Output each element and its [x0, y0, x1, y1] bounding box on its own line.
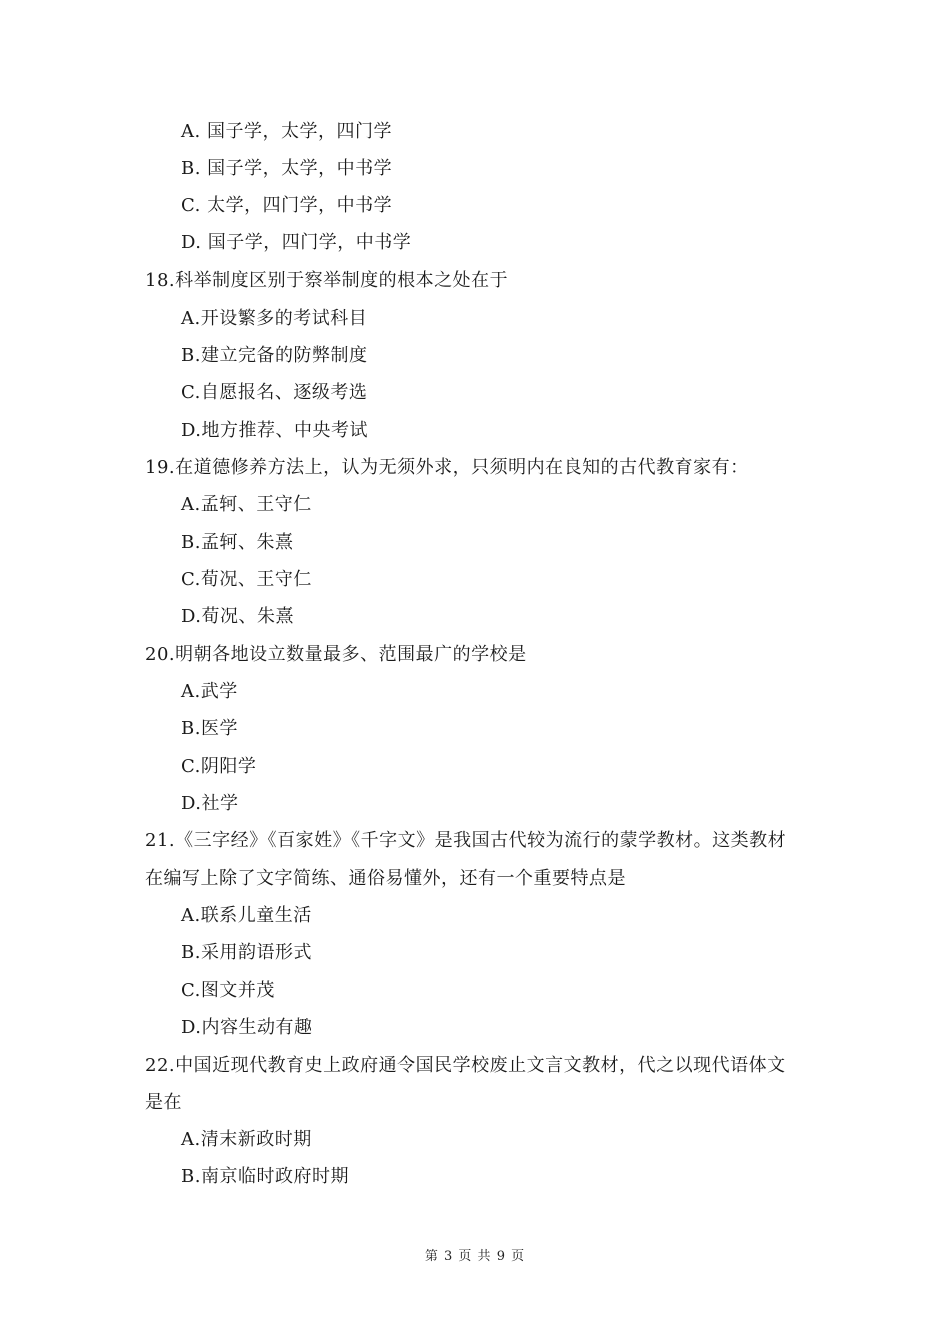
option-line: B.采用韵语形式: [181, 942, 312, 963]
option-line: A.孟轲、王守仁: [181, 494, 312, 515]
option-line: A.联系儿童生活: [181, 905, 312, 926]
option-line: D.荀况、朱熹: [181, 606, 295, 627]
option-line: C.图文并茂: [181, 980, 275, 1001]
option-line: B.医学: [181, 718, 238, 739]
option-line: D. 国子学，四门学，中书学: [181, 232, 412, 253]
question-stem: 19.在道德修养方法上，认为无须外求，只须明内在良知的古代教育家有：: [145, 457, 749, 478]
option-line: C.荀况、王守仁: [181, 569, 312, 590]
option-line: A.清末新政时期: [181, 1129, 312, 1150]
option-line: C. 太学，四门学，中书学: [181, 195, 393, 216]
option-line: D.社学: [181, 793, 239, 814]
question-stem: 18.科举制度区别于察举制度的根本之处在于: [145, 270, 509, 291]
option-line: C.自愿报名、逐级考选: [181, 382, 368, 403]
question-stem-continued: 在编写上除了文字简练、通俗易懂外，还有一个重要特点是: [145, 868, 626, 889]
option-line: D.内容生动有趣: [181, 1017, 313, 1038]
question-stem: 22.中国近现代教育史上政府通令国民学校废止文言文教材，代之以现代语体文: [145, 1055, 786, 1076]
question-stem: 20.明朝各地设立数量最多、范围最广的学校是: [145, 644, 527, 665]
option-line: B.南京临时政府时期: [181, 1166, 349, 1187]
question-stem-continued: 是在: [145, 1092, 182, 1113]
option-line: A. 国子学，太学，四门学: [181, 121, 392, 142]
option-line: A.开设繁多的考试科目: [181, 308, 368, 329]
option-line: A.武学: [181, 681, 238, 702]
option-line: B.孟轲、朱熹: [181, 532, 294, 553]
page-footer: 第 3 页 共 9 页: [424, 1249, 526, 1264]
option-line: B. 国子学，太学，中书学: [181, 158, 393, 179]
question-stem: 21.《三字经》《百家姓》《千字文》是我国古代较为流行的蒙学教材。这类教材: [145, 830, 787, 851]
option-line: C.阴阳学: [181, 756, 257, 777]
option-line: D.地方推荐、中央考试: [181, 420, 369, 441]
option-line: B.建立完备的防弊制度: [181, 345, 368, 366]
